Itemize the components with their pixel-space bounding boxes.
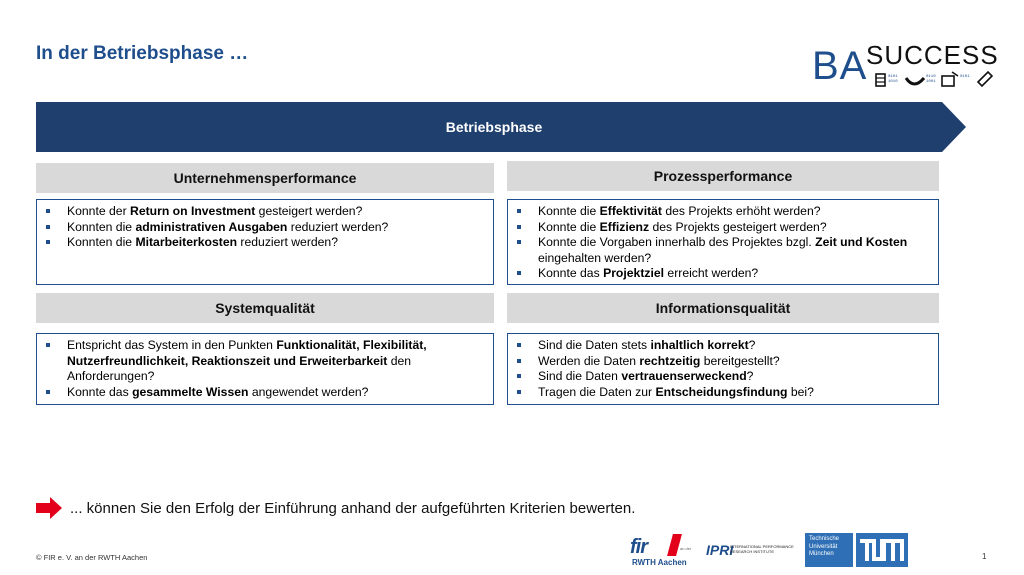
tum-line-2: Universität bbox=[809, 543, 838, 550]
header-systemqualitaet: Systemqualität bbox=[36, 293, 494, 323]
list-item: Konnte das Projektziel erreicht werden? bbox=[516, 266, 932, 282]
logo-icons-icon bbox=[874, 68, 998, 98]
tum-line-1: Technische bbox=[809, 536, 840, 542]
list-item: Konnten die Mitarbeiterkosten reduziert werden? bbox=[45, 235, 487, 251]
svg-text:1001: 1001 bbox=[926, 80, 936, 84]
svg-text:0101: 0101 bbox=[960, 75, 970, 79]
fir-logo-sub: an der bbox=[680, 546, 692, 551]
header-prozessperformance: Prozessperformance bbox=[507, 161, 939, 191]
box-prozessperformance bbox=[507, 199, 939, 285]
tum-logo-icon bbox=[856, 533, 908, 567]
page-number: 1 bbox=[982, 552, 987, 561]
ipri-logo-text: IPRI bbox=[706, 542, 734, 558]
list-item: Sind die Daten vertrauenserweckend? bbox=[516, 369, 932, 385]
header-unternehmensperformance: Unternehmensperformance bbox=[36, 163, 494, 193]
ba-success-logo bbox=[812, 42, 1002, 102]
red-arrow-icon bbox=[36, 497, 62, 519]
tum-name-block bbox=[805, 533, 853, 567]
svg-text:0101: 0101 bbox=[888, 75, 898, 79]
tum-line-3: München bbox=[809, 551, 834, 557]
box-unternehmensperformance bbox=[36, 199, 494, 285]
conclusion-text: ... können Sie den Erfolg der Einführung anhand der aufgeführten Kriterien bewerten. bbox=[70, 499, 636, 517]
box-informationsqualitaet bbox=[507, 333, 939, 405]
box-systemqualitaet bbox=[36, 333, 494, 405]
list-item: Konnte die Effizienz des Projekts gesteigert werden? bbox=[516, 220, 932, 236]
ipri-logo bbox=[706, 540, 796, 560]
ipri-logo-sub: INTERNATIONAL PERFORMANCE RESEARCH INSTITUTE bbox=[730, 544, 794, 554]
fir-logo-bar bbox=[667, 534, 682, 556]
svg-text:1010: 1010 bbox=[888, 80, 898, 84]
rwth-logo-text: RWTH Aachen bbox=[632, 558, 687, 567]
logo-ba-text: BA bbox=[812, 44, 868, 88]
tum-logo bbox=[856, 533, 908, 567]
list-item: Konnten die administrativen Ausgaben reduziert werden? bbox=[45, 220, 487, 236]
header-informationsqualitaet: Informationsqualität bbox=[507, 293, 939, 323]
list-item: Tragen die Daten zur Entscheidungsfindung bei? bbox=[516, 385, 932, 401]
list-item: Entspricht das System in den Punkten Funktionalität, Flexibilität, Nutzerfreundlichkeit, Reaktionszeit und Erweiterbarkeit den Anforderungen? bbox=[45, 338, 487, 385]
slide-title: In der Betriebsphase … bbox=[36, 43, 249, 64]
logo-success-text: SUCCESS bbox=[866, 40, 999, 70]
conclusion bbox=[36, 495, 635, 521]
fir-logo-text: fir bbox=[630, 536, 647, 558]
list-item: Werden die Daten rechtzeitig bereitgestellt? bbox=[516, 354, 932, 370]
phase-arrow-label: Betriebsphase bbox=[445, 119, 543, 135]
fir-logo bbox=[628, 532, 696, 568]
list-item: Sind die Daten stets inhaltlich korrekt? bbox=[516, 338, 932, 354]
list-item: Konnte die Vorgaben innerhalb des Projektes bzgl. Zeit und Kosten eingehalten werden? bbox=[516, 235, 932, 266]
footer-copyright: © FIR e. V. an der RWTH Aachen bbox=[36, 553, 148, 562]
list-item: Konnte die Effektivität des Projekts erhöht werden? bbox=[516, 204, 932, 220]
list-item: Konnte das gesammelte Wissen angewendet werden? bbox=[45, 385, 487, 401]
svg-text:0110: 0110 bbox=[926, 75, 936, 79]
list-item: Konnte der Return on Investment gesteigert werden? bbox=[45, 204, 487, 220]
